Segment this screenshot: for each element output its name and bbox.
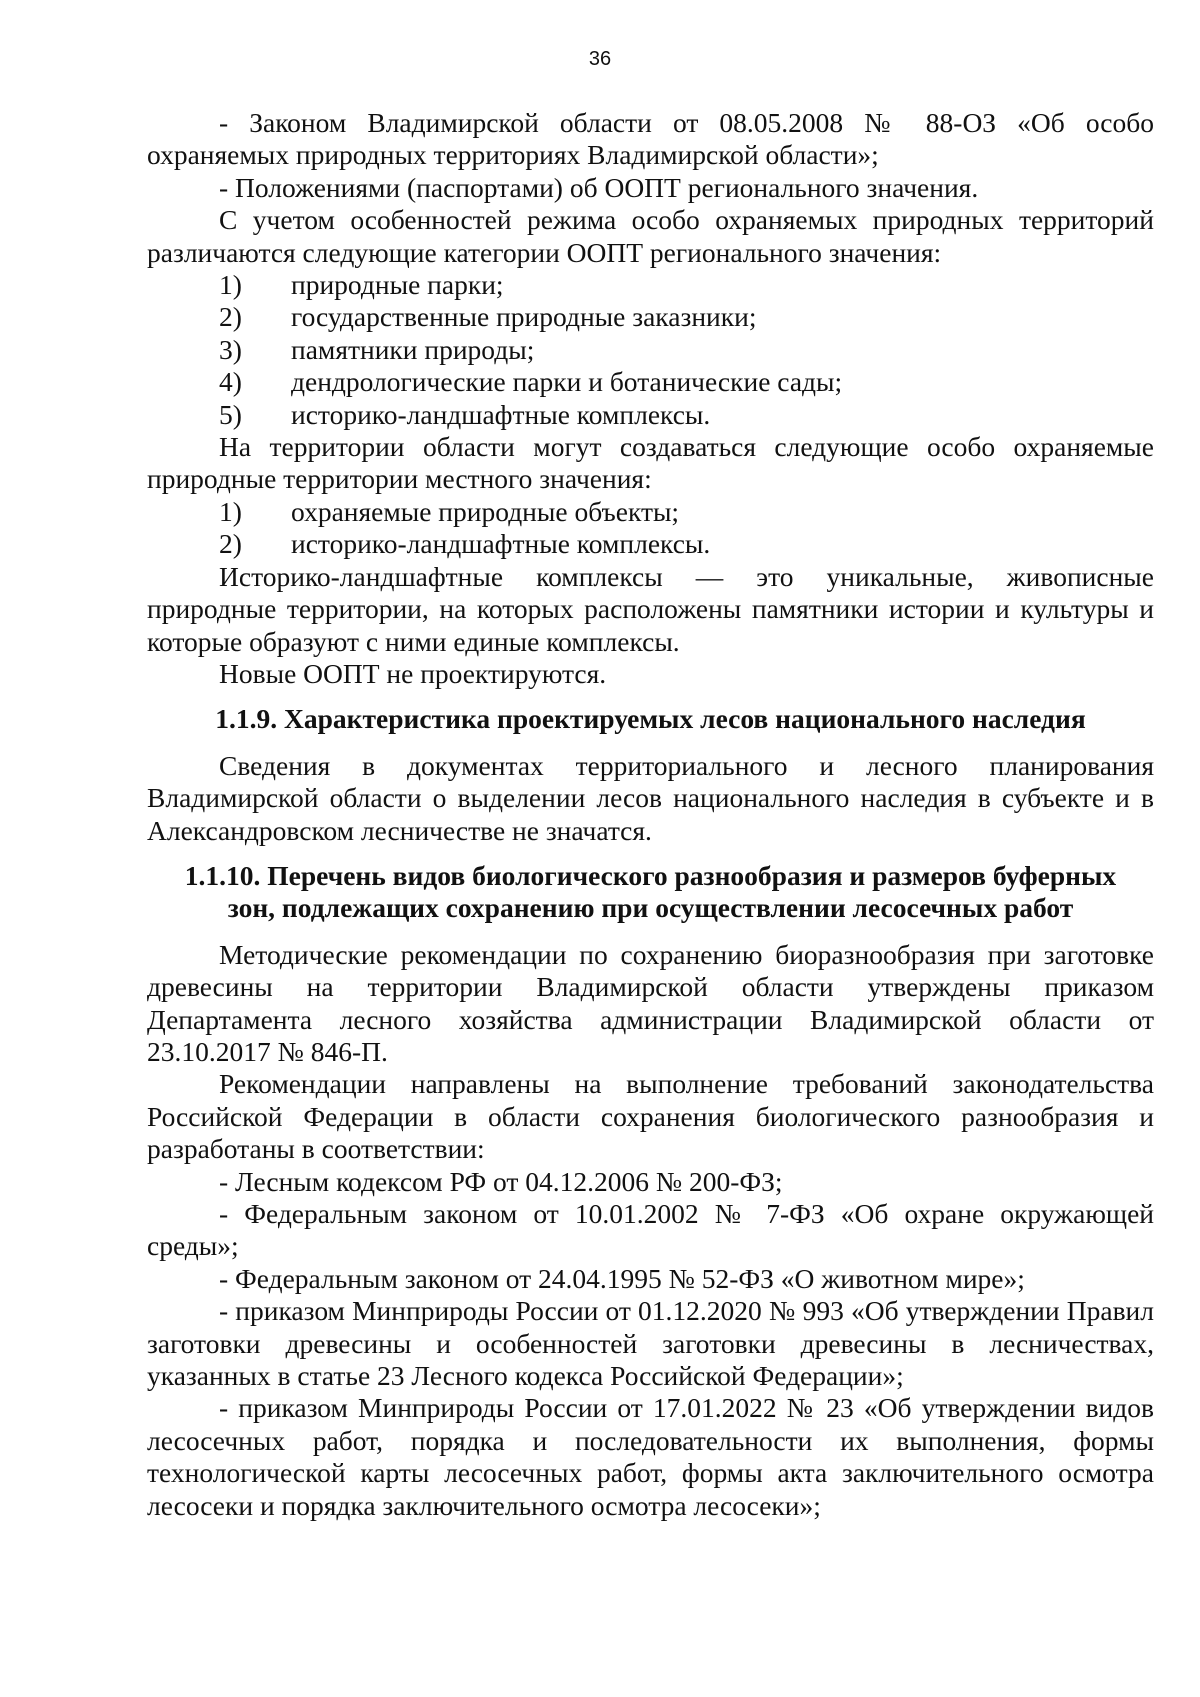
list-number: 5) bbox=[219, 398, 242, 430]
list-item bbox=[147, 528, 1154, 560]
list-item bbox=[147, 334, 1154, 366]
section-heading-1-1-9: 1.1.9. Характеристика проектируемых лесов национального наследия bbox=[215, 703, 1086, 735]
regulation-item: - приказом Минприроды России от 01.12.2020 № 993 «Об утверждении Правил заготовки древесины и особенностей заготовки древесины в лесничествах, указанных в статье 23 Лесного кодекса Российской Федерации»; bbox=[147, 1295, 1154, 1392]
list-text: охраняемые природные объекты; bbox=[291, 495, 680, 527]
regulation-item: - Федеральным законом от 10.01.2002 № 7-ФЗ «Об охране окружающей среды»; bbox=[147, 1198, 1154, 1262]
list-item bbox=[147, 496, 1154, 528]
page-content bbox=[147, 107, 1154, 1522]
list-number: 4) bbox=[219, 366, 242, 398]
local-categories-list bbox=[147, 496, 1154, 561]
regulation-item: - Лесным кодексом РФ от 04.12.2006 № 200-ФЗ; bbox=[219, 1165, 783, 1197]
list-text: государственные природные заказники; bbox=[291, 301, 757, 333]
law-item: - Законом Владимирской области от 08.05.2008 № 88-ОЗ «Об особо охраняемых природных территориях Владимирской области»; bbox=[147, 107, 1154, 171]
list-text: историко-ландшафтные комплексы. bbox=[291, 398, 711, 430]
list-number: 3) bbox=[219, 333, 242, 365]
list-text: историко-ландшафтные комплексы. bbox=[291, 528, 711, 560]
page-number: 36 bbox=[588, 48, 612, 70]
regional-categories-list bbox=[147, 269, 1154, 431]
list-text: памятники природы; bbox=[291, 333, 535, 365]
heading-line: зон, подлежащих сохранению при осуществлении лесосечных работ bbox=[227, 892, 1074, 924]
heading-line: 1.1.10. Перечень видов биологического разнообразия и размеров буферных bbox=[184, 859, 1117, 891]
regulation-item: - приказом Минприроды России от 17.01.2022 № 23 «Об утверждении видов лесосечных работ, порядка и последовательности их выполнения, формы технологической карты лесосечных работ, формы акта заключительного осмотра лесосеки и порядка заключительного осмотра лесосеки»; bbox=[147, 1392, 1154, 1521]
categories-intro: С учетом особенностей режима особо охраняемых природных территорий различаются следующие категории ООПТ регионального значения: bbox=[147, 204, 1154, 268]
list-text: дендрологические парки и ботанические сады; bbox=[291, 366, 843, 398]
section-heading-1-1-10 bbox=[147, 860, 1154, 925]
list-number: 1) bbox=[219, 269, 242, 301]
regulation-item: - Федеральным законом от 24.04.1995 № 52-ФЗ «О животном мире»; bbox=[219, 1262, 1025, 1294]
list-item bbox=[147, 366, 1154, 398]
passports-item: - Положениями (паспортами) об ООПТ регионального значения. bbox=[219, 171, 979, 203]
historic-definition: Историко-ландшафтные комплексы — это уникальные, живописные природные территории, на которых расположены памятники истории и культуры и которые образуют с ними единые комплексы. bbox=[147, 560, 1154, 657]
list-item bbox=[147, 399, 1154, 431]
section-1-1-10-para2: Рекомендации направлены на выполнение требований законодательства Российской Федерации в области сохранения биологического разнообразия и разработаны в соответствии: bbox=[147, 1068, 1154, 1165]
section-1-1-9-text: Сведения в документах территориального и лесного планирования Владимирской области о выделении лесов национального наследия в субъекте и в Александровском лесничестве не значатся. bbox=[147, 749, 1154, 846]
list-item bbox=[147, 269, 1154, 301]
list-number: 1) bbox=[219, 495, 242, 527]
list-text: природные парки; bbox=[291, 269, 504, 301]
local-intro: На территории области могут создаваться следующие особо охраняемые природные территории местного значения: bbox=[147, 431, 1154, 495]
list-number: 2) bbox=[219, 528, 242, 560]
new-oopt-note: Новые ООПТ не проектируются. bbox=[219, 657, 607, 689]
section-1-1-10-para1: Методические рекомендации по сохранению биоразнообразия при заготовке древесины на территории Владимирской области утверждены приказом Департамента лесного хозяйства администрации Владимирской области от 23.10.2017 № 846-П. bbox=[147, 938, 1154, 1067]
list-item bbox=[147, 301, 1154, 333]
list-number: 2) bbox=[219, 301, 242, 333]
